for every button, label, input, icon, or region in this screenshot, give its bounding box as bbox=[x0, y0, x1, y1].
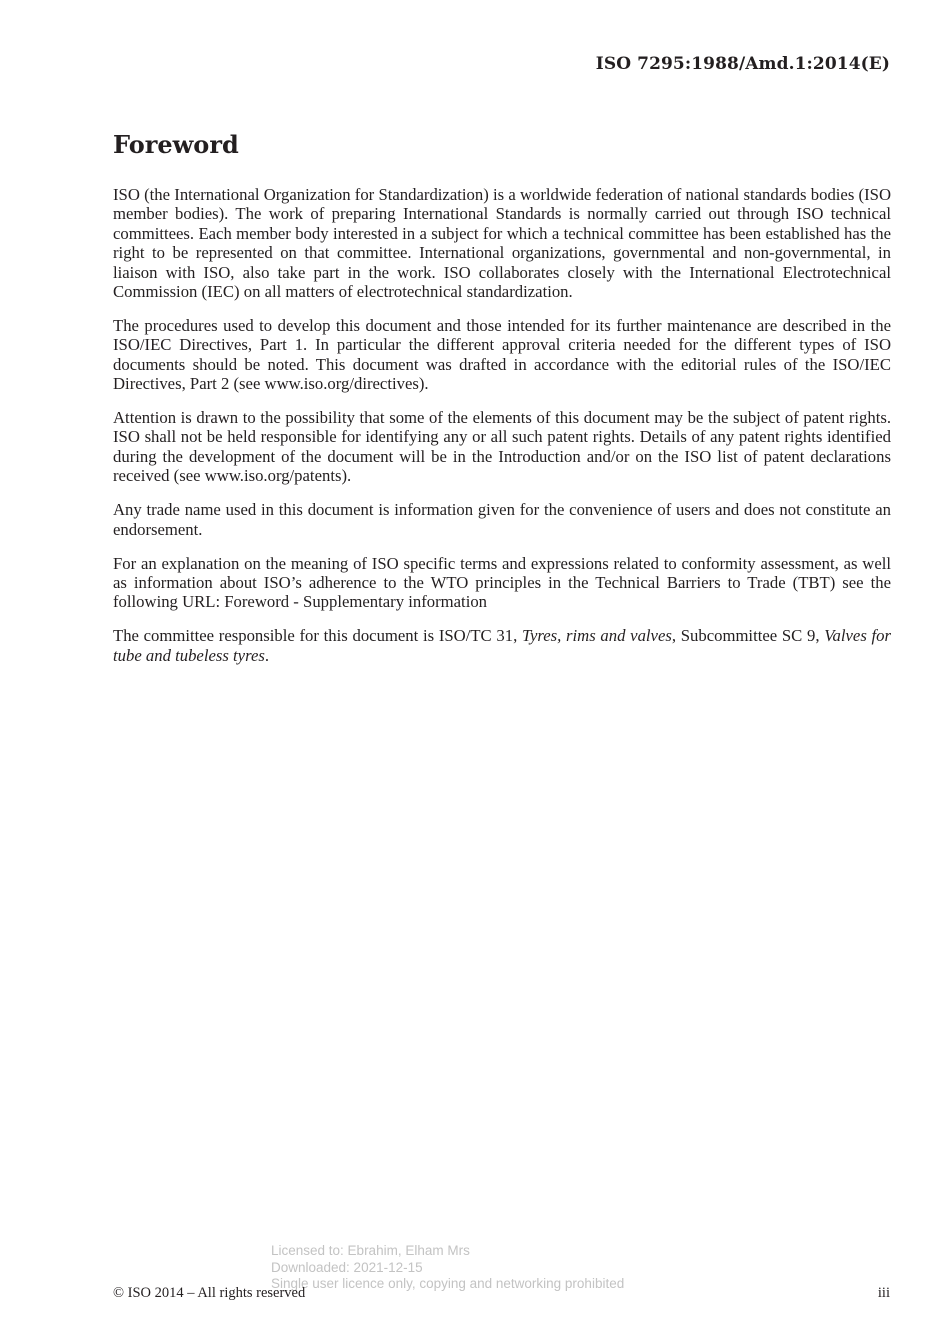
footer-copyright: © ISO 2014 – All rights reserved bbox=[113, 1285, 306, 1301]
paragraph-patent-rights: Attention is drawn to the possibility that some of the elements of this document may be the subject of patent rights. ISO shall not be held responsible for identifying any or all such patent rights. Details of any patent rights identified during the development of the document will be in the Introduction and/or on the ISO list of patent declarations received (see www.iso.org/patents). bbox=[113, 408, 891, 486]
header-document-id: ISO 7295:1988/Amd.1:2014(E) bbox=[595, 54, 890, 74]
paragraph-committee bbox=[113, 626, 891, 665]
committee-text-1: The committee responsible for this document is ISO/TC 31, bbox=[113, 626, 522, 646]
committee-name-italic: Tyres, rims and valves bbox=[521, 626, 672, 646]
licence-watermark bbox=[271, 1243, 624, 1293]
committee-text-3: . bbox=[264, 645, 270, 665]
watermark-line-downloaded: Downloaded: 2021-12-15 bbox=[271, 1259, 423, 1275]
paragraph-trade-name: Any trade name used in this document is information given for the convenience of users and does not constitute an endorsement. bbox=[113, 500, 891, 539]
paragraph-conformity: For an explanation on the meaning of ISO specific terms and expressions related to conformity assessment, as well as information about ISO’s adherence to the WTO principles in the Technical Barriers to Trade (TBT) see the following URL: Foreword - Supplementary information bbox=[113, 553, 891, 612]
paragraph-iso-intro: ISO (the International Organization for Standardization) is a worldwide federation of national standards bodies (ISO member bodies). The work of preparing International Standards is normally carried out through ISO technical committees. Each member body interested in a subject for which a technical committee has been established has the right to be represented on that committee. International organizations, governmental and non-governmental, in liaison with ISO, also take part in the work. ISO collaborates closely with the International Electrotechnical Commission (IEC) on all matters of electrotechnical standardization. bbox=[113, 185, 891, 302]
committee-text-2: , Subcommittee SC 9, bbox=[671, 626, 825, 646]
watermark-line-licensee: Licensed to: Ebrahim, Elham Mrs bbox=[271, 1243, 470, 1258]
page-title: Foreword bbox=[113, 130, 239, 159]
subcommittee-name-italic: Valves for tube and tubeless tyres bbox=[113, 626, 892, 665]
watermark-line-licence: Single user licence only, copying and networking prohibited bbox=[271, 1276, 625, 1291]
foreword-body bbox=[113, 185, 891, 680]
footer-page-number: iii bbox=[877, 1285, 890, 1301]
paragraph-procedures: The procedures used to develop this document and those intended for its further maintenance are described in the ISO/IEC Directives, Part 1. In particular the different approval criteria needed for the different types of ISO documents should be noted. This document was drafted in accordance with the editorial rules of the ISO/IEC Directives, Part 2 (see www.iso.org/directives). bbox=[113, 315, 891, 394]
